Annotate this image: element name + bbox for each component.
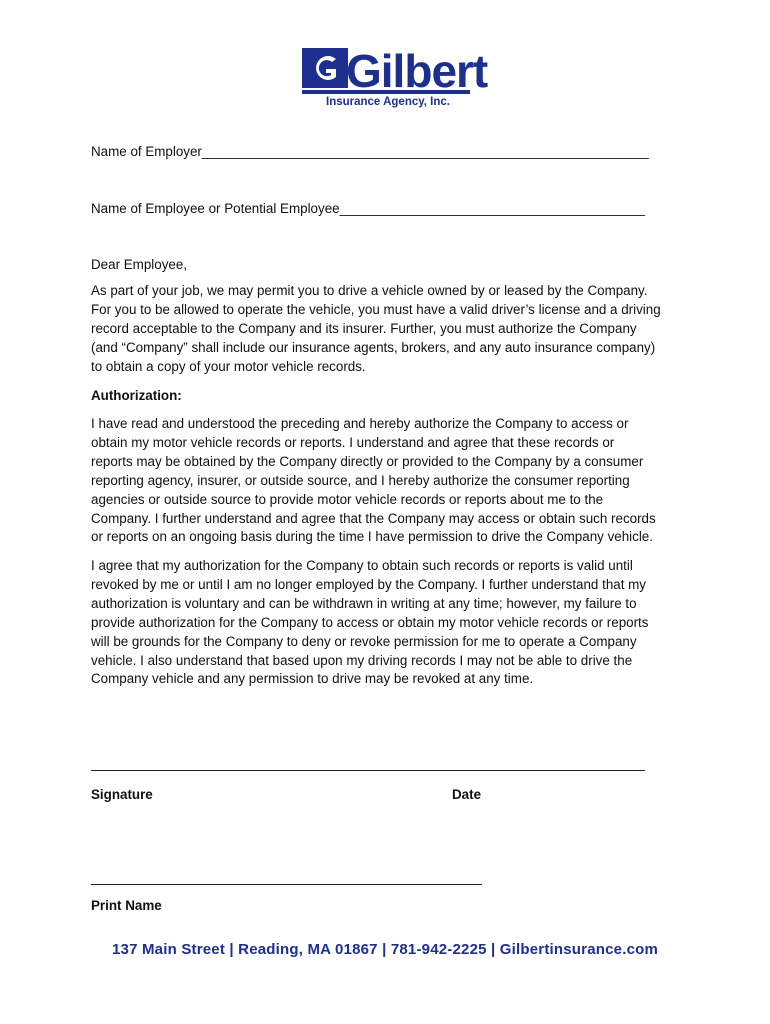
employer-field[interactable] bbox=[91, 143, 649, 161]
authorization-paragraph-1 bbox=[91, 415, 681, 547]
logo-subtitle: Insurance Agency, Inc. bbox=[326, 96, 450, 108]
employee-underline[interactable]: _________________________________________ bbox=[339, 201, 645, 216]
paragraph-line: reports may be obtained by the Company directly or provided to the Company by a consumer bbox=[91, 453, 644, 469]
paragraph-line: to obtain a copy of your motor vehicle records. bbox=[91, 358, 366, 374]
paragraph-line: obtain my motor vehicle records or reports. I understand and agree that these records or bbox=[91, 434, 615, 450]
paragraph-line: (and “Company” shall include our insurance agents, brokers, and any auto insurance company) bbox=[91, 339, 656, 355]
authorization-paragraph-2 bbox=[91, 557, 681, 689]
paragraph-line: provide authorization for the Company to access or obtain my motor vehicle records or reports bbox=[91, 614, 649, 630]
paragraph-line: will be grounds for the Company to deny or revoke permission for me to operate a Company bbox=[91, 633, 637, 649]
paragraph-line: agencies or outside source to provide motor vehicle records or reports about me to the bbox=[91, 491, 604, 507]
paragraph-line: Company. I further understand and agree that the Company may access or obtain such records bbox=[91, 510, 656, 526]
paragraph-line: revoked by me or until I am no longer employed by the Company. I further understand that my bbox=[91, 576, 647, 592]
logo-wordmark-text: Gilbert bbox=[346, 45, 488, 97]
paragraph-line: vehicle. I also understand that based upon my driving records I may not be able to drive the bbox=[91, 652, 633, 668]
authorization-heading: Authorization: bbox=[91, 388, 182, 403]
paragraph-line: I agree that my authorization for the Company to obtain such records or reports is valid until bbox=[91, 558, 633, 573]
paragraph-line: For you to be allowed to operate the vehicle, you must have a valid driver’s license and a driving bbox=[91, 301, 661, 317]
paragraph-line: reporting agency, insurer, or outside source, and I hereby authorize the consumer reporting bbox=[91, 472, 630, 488]
paragraph-line: As part of your job, we may permit you to drive a vehicle owned by or leased by the Company. bbox=[91, 283, 648, 298]
footer-contact: 137 Main Street | Reading, MA 01867 | 781-942-2225 | Gilbertinsurance.com bbox=[111, 941, 659, 958]
employer-label: Name of Employer bbox=[91, 144, 202, 159]
employer-underline[interactable]: ____________________________________________________________ bbox=[201, 144, 649, 159]
signature-label: Signature bbox=[91, 787, 153, 802]
paragraph-line: or reports on an ongoing basis during the time I have permission to drive the Company vehicle. bbox=[91, 529, 653, 545]
paragraph-line: I have read and understood the preceding and hereby authorize the Company to access or bbox=[91, 416, 629, 431]
paragraph-line: authorization is voluntary and can be withdrawn in writing at any time; however, my failure to bbox=[91, 595, 637, 611]
logo-wordmark bbox=[346, 45, 488, 97]
company-logo bbox=[302, 44, 488, 110]
date-label: Date bbox=[452, 787, 482, 802]
employee-field[interactable] bbox=[91, 200, 645, 218]
print-name-line[interactable] bbox=[91, 884, 482, 885]
salutation: Dear Employee, bbox=[91, 257, 188, 272]
intro-paragraph bbox=[91, 282, 681, 377]
signature-line[interactable] bbox=[91, 770, 645, 771]
print-name-label: Print Name bbox=[91, 898, 162, 913]
paragraph-line: Company vehicle and any permission to drive may be revoked at any time. bbox=[91, 671, 534, 687]
employee-label: Name of Employee or Potential Employee bbox=[91, 201, 340, 216]
paragraph-line: record acceptable to the Company and its insurer. Further, you must authorize the Company bbox=[91, 320, 637, 336]
